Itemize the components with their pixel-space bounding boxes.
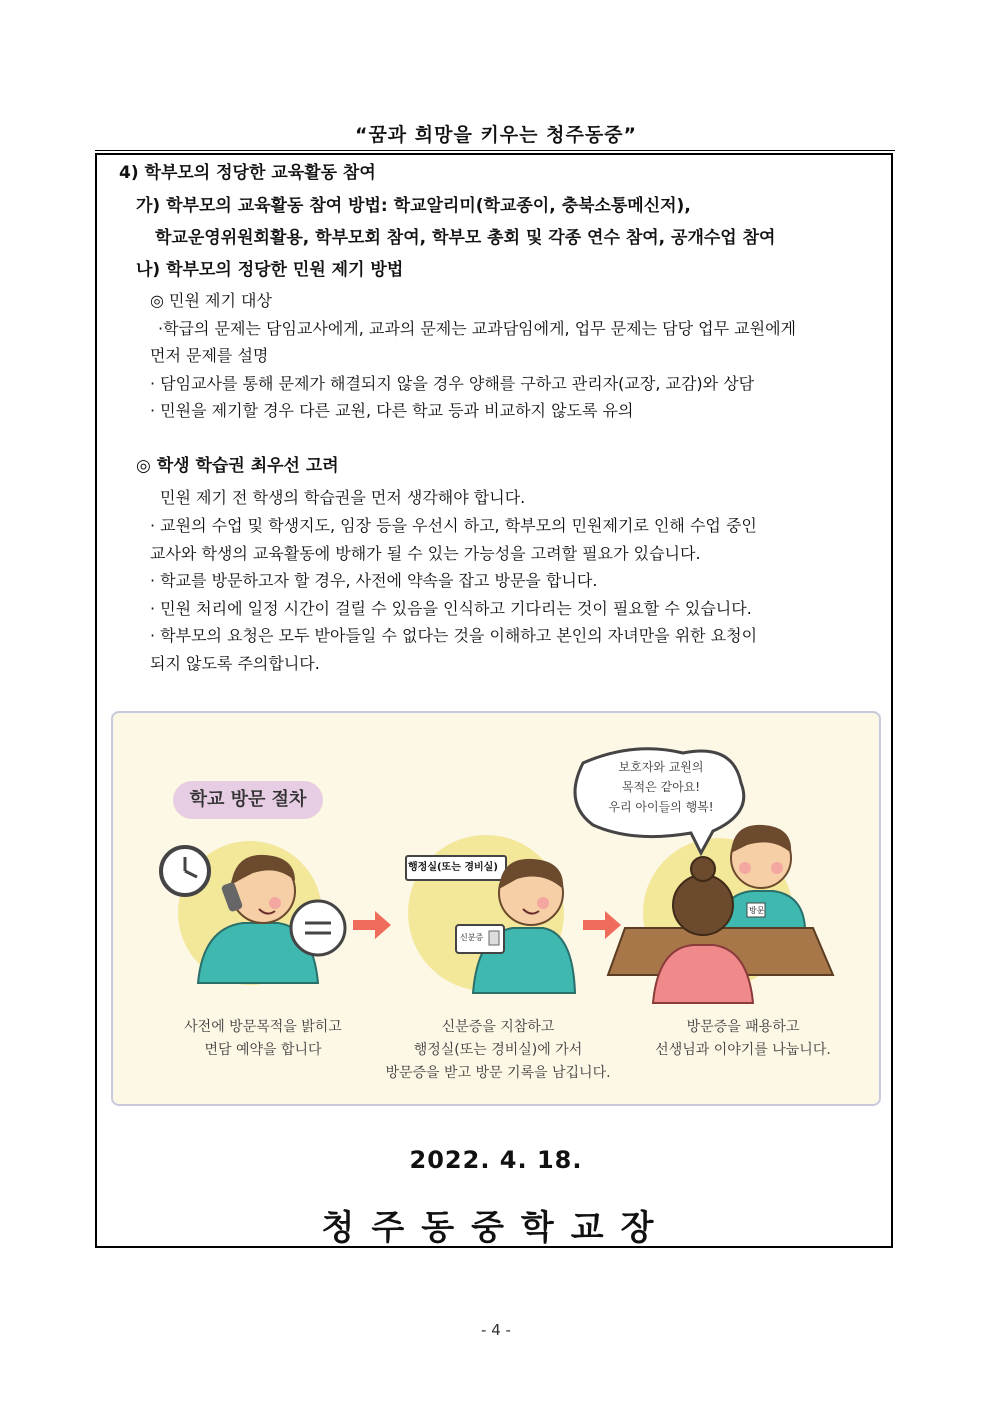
speech-line: 목적은 같아요! (621, 780, 701, 794)
learning-line: · 민원 처리에 일정 시간이 걸릴 수 있음을 인식하고 기다리는 것이 필요할 수 있습니다. (150, 599, 752, 618)
procedure-title: 학교 방문 절차 (173, 781, 323, 819)
caption-line: 방문증을 패용하고 (686, 1019, 800, 1035)
learning-line: 교사와 학생의 교육활동에 방해가 될 수 있는 가능성을 고려할 필요가 있습니다. (150, 544, 701, 563)
caption-line: 사전에 방문목적을 밝히고 (184, 1019, 342, 1035)
badge-label: 방문 (749, 906, 765, 915)
sub-a-line1: 가) 학부모의 교육활동 참여 방법: 학교알리미(학교종이, 충북소통메신저), (136, 196, 691, 216)
learning-line: · 학부모의 요청은 모두 받아들일 수 없다는 것을 이해하고 본인의 자녀만을 위한 요청이 (150, 626, 758, 645)
header-slogan: “꿈과 희망을 키우는 청주동중” (354, 124, 638, 146)
sub-a-line2: 학교운영위원회활용, 학부모회 참여, 학부모 총회 및 각종 연수 참여, 공개수업 참여 (155, 228, 776, 248)
speech-bubble-text (591, 757, 731, 817)
learning-line: 민원 제기 전 학생의 학습권을 먼저 생각해야 합니다. (160, 488, 526, 507)
arrow-right-icon (583, 911, 621, 939)
step3-caption (633, 1016, 853, 1062)
speech-line: 보호자와 교원의 (618, 760, 704, 774)
complaint-target-title: ◎ 민원 제기 대상 (150, 291, 272, 310)
arrow-right-icon (353, 911, 391, 939)
complaint-line: ·학급의 문제는 담임교사에게, 교과의 문제는 교과담임에게, 업무 문제는 담당 업무 교원에게 (158, 319, 796, 338)
page-number: - 4 - (481, 1321, 511, 1339)
visit-procedure-panel (111, 711, 881, 1106)
header-rule (95, 150, 895, 151)
step1-caption (153, 1016, 373, 1062)
learning-line: · 학교를 방문하고자 할 경우, 사전에 약속을 잡고 방문을 합니다. (150, 571, 598, 590)
caption-line: 방문증을 받고 방문 기록을 남깁니다. (385, 1065, 611, 1081)
clock-icon (161, 847, 209, 895)
learning-line: · 교원의 수업 및 학생지도, 임장 등을 우선시 하고, 학부모의 민원제기로 인해 수업 중인 (150, 516, 757, 535)
sub-b-heading: 나) 학부모의 정당한 민원 제기 방법 (136, 260, 404, 280)
step1-scene (161, 841, 345, 985)
office-sign-label: 행정실(또는 경비실) (408, 862, 498, 873)
complaint-line: · 민원을 제기할 경우 다른 교원, 다른 학교 등과 비교하지 않도록 유의 (150, 401, 634, 420)
complaint-line: · 담임교사를 통해 문제가 해결되지 않을 경우 양해를 구하고 관리자(교장, 교감)와 상담 (150, 374, 755, 393)
caption-line: 신분증을 지참하고 (441, 1019, 555, 1035)
principal-signature: 청주동중학교장 (321, 1208, 671, 1248)
caption-line: 면담 예약을 합니다 (204, 1042, 322, 1058)
learning-title: ◎ 학생 학습권 최우선 고려 (136, 456, 339, 476)
complaint-line: 먼저 문제를 설명 (150, 346, 269, 365)
learning-line: 되지 않도록 주의합니다. (150, 654, 320, 673)
caption-line: 행정실(또는 경비실)에 가서 (413, 1042, 583, 1058)
document-date: 2022. 4. 18. (409, 1146, 583, 1174)
step2-caption (368, 1016, 628, 1085)
id-card-label: 신분증 (460, 933, 484, 942)
section-heading: 4) 학부모의 정당한 교육활동 참여 (119, 163, 376, 183)
chat-bubble-icon (291, 901, 345, 955)
step2-scene (406, 835, 575, 993)
speech-line: 우리 아이들의 행복! (608, 800, 714, 814)
caption-line: 선생님과 이야기를 나눕니다. (655, 1042, 831, 1058)
